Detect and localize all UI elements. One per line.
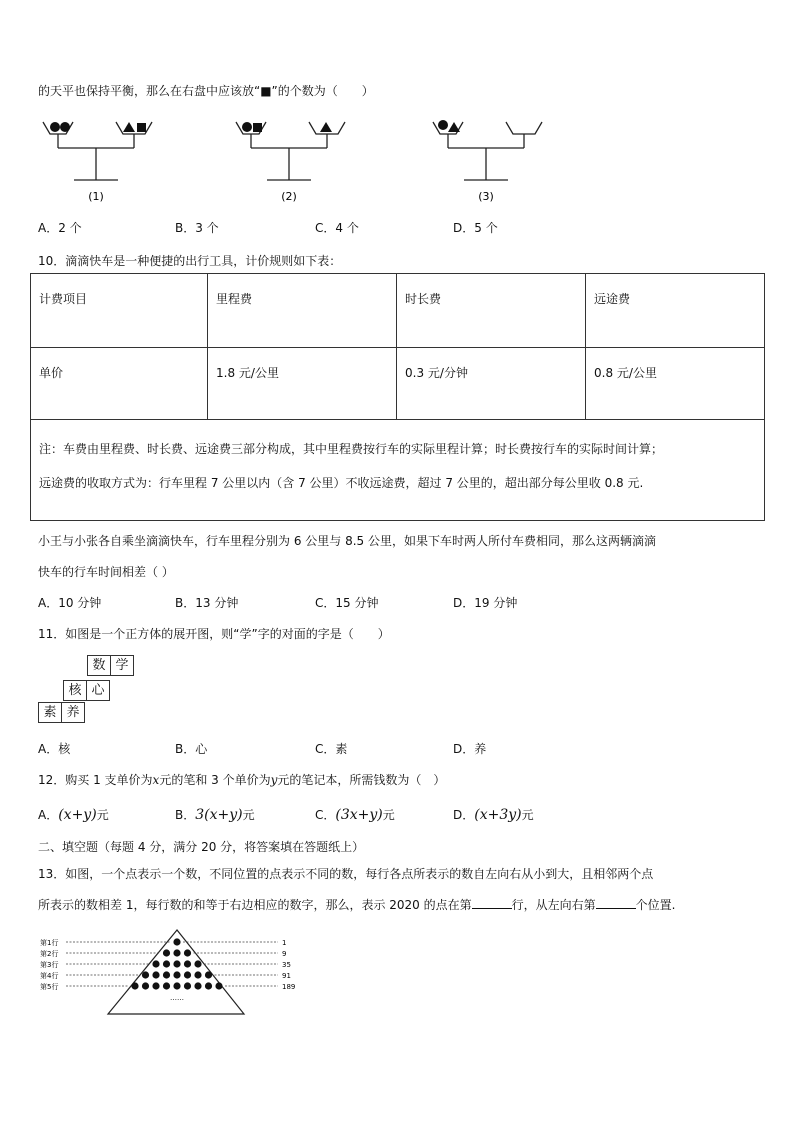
cube-face: 学	[110, 655, 134, 676]
number-dot	[184, 982, 191, 989]
scale-label-3: (3)	[478, 190, 494, 203]
q9-option-b[interactable]: B．3 个	[175, 221, 219, 235]
ellipsis: ……	[170, 994, 184, 1002]
table-header-cell: 时长费	[397, 274, 586, 348]
cube-face: 素	[38, 702, 62, 723]
number-dot	[173, 938, 180, 945]
number-dot	[173, 971, 180, 978]
number-dot	[163, 982, 170, 989]
table-header-cell: 计费项目	[31, 274, 208, 348]
row-sum: 1	[282, 939, 287, 947]
q10-option-a[interactable]: A．10 分钟	[38, 596, 102, 610]
option-letter: D．	[453, 808, 475, 822]
number-dot	[173, 982, 180, 989]
q13-text: 个位置.	[635, 898, 676, 912]
row-label: 第3行	[40, 961, 59, 969]
q9-option-d[interactable]: D．5 个	[453, 221, 498, 235]
option-unit: 元	[382, 808, 395, 822]
table-header-cell: 远途费	[586, 274, 765, 348]
table-note-line-1: 注：车费由里程费、时长费、远途费三部分构成，其中里程费按行车的实际里程计算；时长费按行车的实际时间计算；	[39, 442, 664, 456]
scale-label-1: (1)	[88, 190, 104, 203]
q11-option-d[interactable]: D．养	[453, 742, 487, 756]
number-dot	[205, 971, 212, 978]
number-dot	[173, 960, 180, 967]
number-dot	[152, 982, 159, 989]
number-dot	[215, 982, 222, 989]
table-header-cell: 里程费	[208, 274, 397, 348]
q10-option-b[interactable]: B．13 分钟	[175, 596, 239, 610]
option-unit: 元	[96, 808, 109, 822]
triangle-weight	[448, 122, 460, 132]
q9-stem: 的天平也保持平衡，那么在右盘中应该放“■”的个数为（ ）	[38, 84, 374, 98]
q12-option-d[interactable]	[453, 806, 534, 823]
q9-option-c[interactable]: C．4 个	[315, 221, 359, 235]
circle-weight	[438, 120, 448, 130]
table-cell: 1.8 元/公里	[208, 348, 397, 420]
q11-option-c[interactable]: C．素	[315, 742, 348, 756]
q12-stem-part: 元的笔记本，所需钱数为（ ）	[277, 773, 446, 787]
triangle-weight	[123, 122, 135, 132]
table-cell: 单价	[31, 348, 208, 420]
number-dot	[194, 971, 201, 978]
balance-scales-figure	[38, 112, 558, 204]
row-sum: 35	[282, 961, 291, 969]
q12-option-c[interactable]	[315, 806, 395, 823]
q13-text: 行，从左向右第	[511, 898, 596, 912]
number-dot	[163, 960, 170, 967]
triangle-weight	[320, 122, 332, 132]
table-cell: 0.8 元/公里	[586, 348, 765, 420]
circle-weight	[242, 122, 252, 132]
row-sum: 91	[282, 972, 291, 980]
q11-option-a[interactable]: A．核	[38, 742, 71, 756]
square-weight	[137, 123, 146, 132]
fee-table	[30, 273, 765, 521]
section-heading: 二、填空题（每题 4 分，满分 20 分，将答案填在答题纸上）	[38, 840, 365, 854]
option-letter: A．	[38, 808, 59, 822]
option-letter: C．	[315, 808, 336, 822]
table-note-line-2: 远途费的收取方式为：行车里程 7 公里以内（含 7 公里）不收远途费，超过 7 公里的，超出部分每公里收 0.8 元.	[39, 476, 644, 490]
option-expression: (x+3y)	[474, 807, 522, 823]
q11-stem: 11．如图是一个正方体的展开图，则“学”字的对面的字是（ ）	[38, 627, 390, 641]
number-dot	[142, 971, 149, 978]
q12-stem	[38, 771, 445, 788]
q13-text: 所表示的数相差 1，每行数的和等于右边相应的数字，那么，表示 2020 的点在第	[38, 898, 472, 912]
variable-x: x	[152, 773, 160, 787]
q10-stem: 10．滴滴快车是一种便捷的出行工具，计价规则如下表：	[38, 254, 342, 268]
option-expression: 3(x+y)	[195, 807, 243, 823]
number-dot	[173, 949, 180, 956]
circle-weight	[60, 122, 70, 132]
q10-option-c[interactable]: C．15 分钟	[315, 596, 379, 610]
option-expression: (x+y)	[58, 807, 97, 823]
q13-line-1: 13．如图，一个点表示一个数，不同位置的点表示不同的数，每行各点所表示的数自左向右从小到大，且相邻两个点	[38, 867, 654, 881]
number-dot	[184, 960, 191, 967]
q10-option-d[interactable]: D．19 分钟	[453, 596, 518, 610]
q12-option-a[interactable]	[38, 806, 109, 823]
cube-face: 数	[87, 655, 111, 676]
number-dot	[131, 982, 138, 989]
cube-face: 核	[63, 680, 87, 701]
q12-stem-part: 元的笔和 3 个单价为	[159, 773, 271, 787]
number-dot	[142, 982, 149, 989]
table-note	[31, 420, 765, 521]
q10-text-line-2: 快车的行车时间相差（ ）	[38, 565, 174, 579]
number-dot	[194, 960, 201, 967]
number-dot	[184, 971, 191, 978]
q11-option-b[interactable]: B．心	[175, 742, 208, 756]
row-label: 第5行	[40, 983, 59, 991]
scale-label-2: (2)	[281, 190, 297, 203]
option-unit: 元	[242, 808, 255, 822]
number-dot	[205, 982, 212, 989]
table-cell: 0.3 元/分钟	[397, 348, 586, 420]
row-sum: 189	[282, 983, 296, 991]
cube-face: 养	[61, 702, 85, 723]
number-dot	[163, 949, 170, 956]
row-label: 第2行	[40, 950, 59, 958]
number-dot	[184, 949, 191, 956]
row-label: 第1行	[40, 939, 59, 947]
number-dot	[163, 971, 170, 978]
answer-blank-row[interactable]	[472, 896, 512, 909]
number-dot	[194, 982, 201, 989]
balance-scale-1	[43, 122, 152, 180]
number-dot	[152, 971, 159, 978]
option-expression: (3x+y)	[335, 807, 383, 823]
option-unit: 元	[521, 808, 534, 822]
option-letter: B．	[175, 808, 196, 822]
row-sum: 9	[282, 950, 287, 958]
square-weight	[253, 123, 262, 132]
answer-blank-position[interactable]	[596, 896, 636, 909]
q13-line-2	[38, 896, 675, 913]
q10-text-line-1: 小王与小张各自乘坐滴滴快车，行车里程分别为 6 公里与 8.5 公里，如果下车时两人所付车费相同，那么这两辆滴滴	[38, 534, 656, 548]
q9-option-a[interactable]: A．2 个	[38, 221, 82, 235]
q12-stem-part: 12．购买 1 支单价为	[38, 773, 153, 787]
cube-face: 心	[86, 680, 110, 701]
dot-triangle-figure	[38, 928, 318, 1020]
q12-option-b[interactable]	[175, 806, 255, 823]
variable-y: y	[270, 773, 278, 787]
circle-weight	[50, 122, 60, 132]
number-dot	[152, 960, 159, 967]
row-label: 第4行	[40, 972, 59, 980]
